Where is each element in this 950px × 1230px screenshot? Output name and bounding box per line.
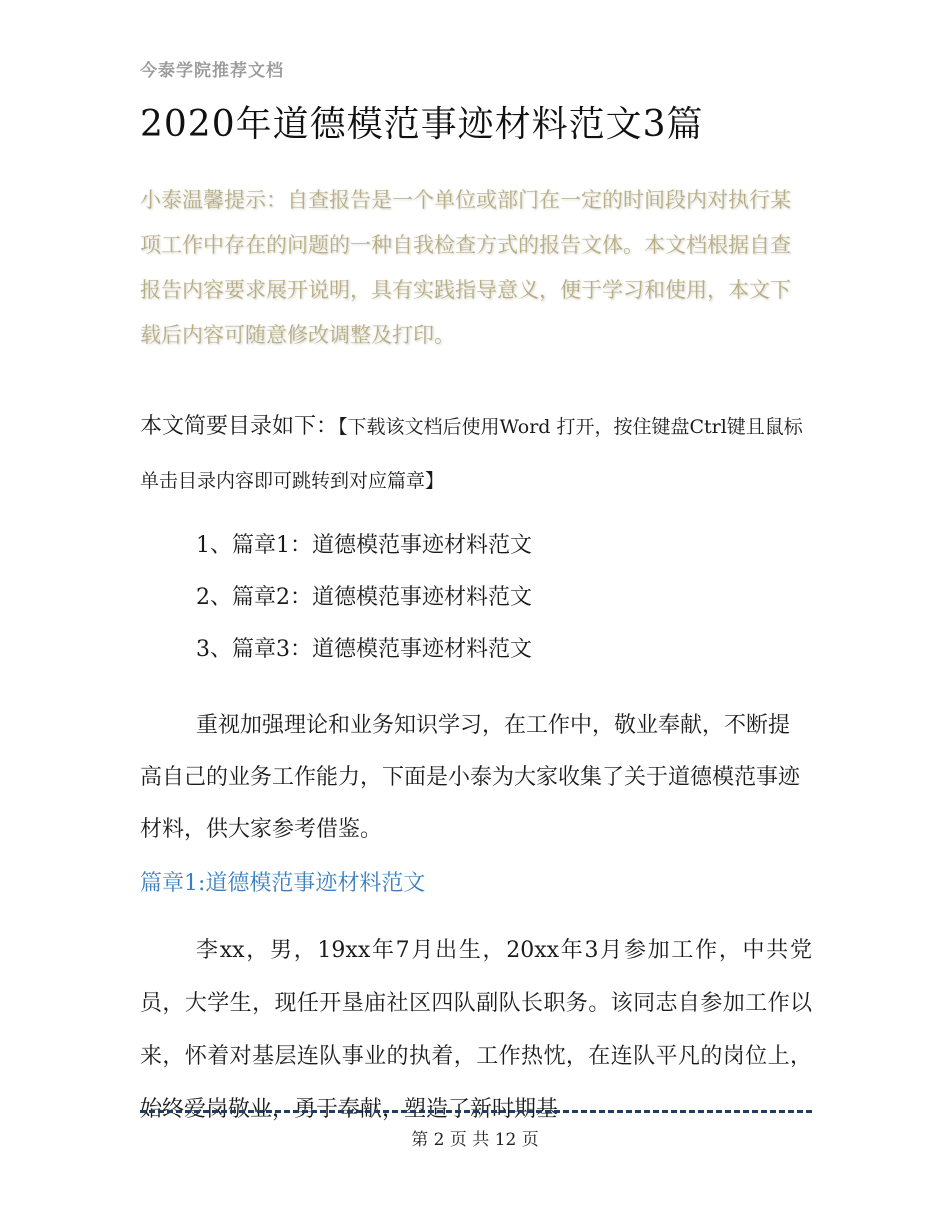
header-org-name: 今泰学院推荐文档 <box>140 61 284 81</box>
toc-item-chapter-2[interactable]: 2、篇章2：道德模范事迹材料范文 <box>196 585 532 610</box>
toc-lead-text: 本文简要目录如下： <box>140 414 339 439</box>
toc-item-chapter-1[interactable]: 1、篇章1：道德模范事迹材料范文 <box>196 533 532 558</box>
footer-divider <box>140 1110 812 1113</box>
document-title: 2020年道德模范事迹材料范文3篇 <box>140 104 704 145</box>
toc-note-text: 【下载该文档后使用Word 打开，按住键盘Ctrl键且鼠标单击目录内容即可跳转到对应篇章】 <box>140 416 803 492</box>
page-number: 第 2 页 共 12 页 <box>411 1130 539 1150</box>
chapter-1-heading: 篇章1:道德模范事迹材料范文 <box>140 871 426 896</box>
intro-paragraph: 重视加强理论和业务知识学习，在工作中，敬业奉献，不断提高自己的业务工作能力，下面是小泰为大家收集了关于道德模范事迹材料，供大家参考借鉴。 <box>140 713 801 842</box>
toc-item-chapter-3[interactable]: 3、篇章3：道德模范事迹材料范文 <box>196 637 532 662</box>
toc-list <box>196 520 532 676</box>
toc-header <box>140 400 820 508</box>
tip-paragraph: 小泰温馨提示：自查报告是一个单位或部门在一定的时间段内对执行某项工作中存在的问题的一种自我检查方式的报告文体。本文档根据自查报告内容要求展开说明，具有实践指导意义，便于学习和使用，本文下载后内容可随意修改调整及打印。 <box>140 188 791 347</box>
chapter-1-body: 李xx，男，19xx年7月出生，20xx年3月参加工作，中共党员，大学生，现任开垦庙社区四队副队长职务。该同志自参加工作以来，怀着对基层连队事业的执着，工作热忱，在连队平凡的岗位上，始终爱岗敬业，勇于奉献，塑造了新时期基 <box>140 938 812 1122</box>
